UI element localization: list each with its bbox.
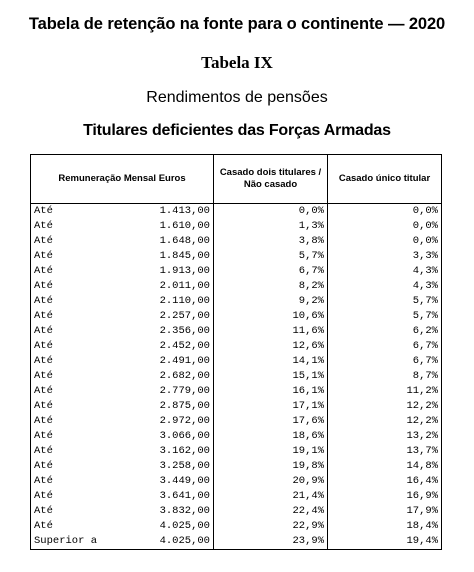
row-rate-casado-dois-cell: 8,2% xyxy=(214,279,328,294)
row-rate-casado-unico-cell: 16,9% xyxy=(328,489,442,504)
table-row xyxy=(31,339,442,354)
row-label-cell: Até xyxy=(31,519,109,534)
table-row xyxy=(31,204,442,220)
row-rate-casado-dois-cell: 10,6% xyxy=(214,309,328,324)
row-amount-cell: 2.011,00 xyxy=(109,279,214,294)
table-row xyxy=(31,534,442,550)
row-label-cell: Até xyxy=(31,309,109,324)
row-label-cell: Até xyxy=(31,489,109,504)
row-amount-cell: 2.257,00 xyxy=(109,309,214,324)
row-amount-cell: 3.449,00 xyxy=(109,474,214,489)
row-amount-cell: 1.913,00 xyxy=(109,264,214,279)
row-rate-casado-dois-cell: 3,8% xyxy=(214,234,328,249)
row-rate-casado-dois-cell: 22,9% xyxy=(214,519,328,534)
row-rate-casado-dois-cell: 22,4% xyxy=(214,504,328,519)
table-row xyxy=(31,489,442,504)
table-row xyxy=(31,519,442,534)
row-rate-casado-dois-cell: 17,1% xyxy=(214,399,328,414)
row-label-cell: Até xyxy=(31,234,109,249)
table-row xyxy=(31,264,442,279)
row-rate-casado-dois-cell: 17,6% xyxy=(214,414,328,429)
row-amount-cell: 4.025,00 xyxy=(109,534,214,550)
header-remuneracao: Remuneração Mensal Euros xyxy=(31,155,214,204)
row-rate-casado-unico-cell: 16,4% xyxy=(328,474,442,489)
row-label-cell: Até xyxy=(31,369,109,384)
row-label-cell: Até xyxy=(31,294,109,309)
table-row xyxy=(31,219,442,234)
row-label-cell: Superior a xyxy=(31,534,109,550)
header-casado-dois-titulares: Casado dois titulares / Não casado xyxy=(214,155,328,204)
row-amount-cell: 3.258,00 xyxy=(109,459,214,474)
row-rate-casado-unico-cell: 5,7% xyxy=(328,294,442,309)
row-label-cell: Até xyxy=(31,204,109,220)
row-amount-cell: 2.356,00 xyxy=(109,324,214,339)
row-rate-casado-unico-cell: 17,9% xyxy=(328,504,442,519)
table-number: Tabela IX xyxy=(201,53,273,72)
row-amount-cell: 1.648,00 xyxy=(109,234,214,249)
row-label-cell: Até xyxy=(31,429,109,444)
row-rate-casado-unico-cell: 8,7% xyxy=(328,369,442,384)
row-rate-casado-unico-cell: 12,2% xyxy=(328,414,442,429)
row-amount-cell: 2.491,00 xyxy=(109,354,214,369)
table-row xyxy=(31,444,442,459)
table-row xyxy=(31,384,442,399)
row-rate-casado-unico-cell: 0,0% xyxy=(328,219,442,234)
table-row xyxy=(31,369,442,384)
row-amount-cell: 2.110,00 xyxy=(109,294,214,309)
row-label-cell: Até xyxy=(31,459,109,474)
table-row xyxy=(31,429,442,444)
row-rate-casado-unico-cell: 4,3% xyxy=(328,279,442,294)
table-row xyxy=(31,294,442,309)
row-rate-casado-dois-cell: 23,9% xyxy=(214,534,328,550)
row-rate-casado-dois-cell: 5,7% xyxy=(214,249,328,264)
row-amount-cell: 2.972,00 xyxy=(109,414,214,429)
row-rate-casado-unico-cell: 19,4% xyxy=(328,534,442,550)
row-label-cell: Até xyxy=(31,354,109,369)
row-amount-cell: 1.845,00 xyxy=(109,249,214,264)
withholding-table xyxy=(30,154,442,550)
row-amount-cell: 3.162,00 xyxy=(109,444,214,459)
row-amount-cell: 2.452,00 xyxy=(109,339,214,354)
section-subheading: Titulares deficientes das Forças Armadas xyxy=(83,122,391,139)
row-label-cell: Até xyxy=(31,414,109,429)
row-rate-casado-unico-cell: 0,0% xyxy=(328,204,442,220)
table-row xyxy=(31,414,442,429)
table-header-row xyxy=(31,155,442,204)
row-amount-cell: 4.025,00 xyxy=(109,519,214,534)
row-label-cell: Até xyxy=(31,474,109,489)
row-rate-casado-unico-cell: 14,8% xyxy=(328,459,442,474)
row-rate-casado-unico-cell: 6,7% xyxy=(328,354,442,369)
table-row xyxy=(31,459,442,474)
header-casado-unico-titular: Casado único titular xyxy=(328,155,442,204)
row-label-cell: Até xyxy=(31,219,109,234)
row-rate-casado-dois-cell: 1,3% xyxy=(214,219,328,234)
row-rate-casado-dois-cell: 16,1% xyxy=(214,384,328,399)
row-rate-casado-dois-cell: 11,6% xyxy=(214,324,328,339)
row-label-cell: Até xyxy=(31,444,109,459)
row-label-cell: Até xyxy=(31,504,109,519)
row-rate-casado-dois-cell: 6,7% xyxy=(214,264,328,279)
row-amount-cell: 2.875,00 xyxy=(109,399,214,414)
row-rate-casado-dois-cell: 9,2% xyxy=(214,294,328,309)
table-row xyxy=(31,234,442,249)
document-title: Tabela de retenção na fonte para o continente — 2020 xyxy=(28,15,446,33)
row-rate-casado-unico-cell: 5,7% xyxy=(328,309,442,324)
row-rate-casado-unico-cell: 12,2% xyxy=(328,399,442,414)
row-rate-casado-dois-cell: 19,8% xyxy=(214,459,328,474)
row-rate-casado-dois-cell: 21,4% xyxy=(214,489,328,504)
table-row xyxy=(31,309,442,324)
table-body xyxy=(31,204,442,550)
row-rate-casado-unico-cell: 6,2% xyxy=(328,324,442,339)
row-amount-cell: 3.641,00 xyxy=(109,489,214,504)
row-rate-casado-dois-cell: 15,1% xyxy=(214,369,328,384)
row-label-cell: Até xyxy=(31,384,109,399)
row-amount-cell: 3.832,00 xyxy=(109,504,214,519)
row-rate-casado-unico-cell: 11,2% xyxy=(328,384,442,399)
row-label-cell: Até xyxy=(31,324,109,339)
row-rate-casado-dois-cell: 0,0% xyxy=(214,204,328,220)
table-row xyxy=(31,324,442,339)
row-rate-casado-dois-cell: 20,9% xyxy=(214,474,328,489)
row-amount-cell: 2.779,00 xyxy=(109,384,214,399)
row-rate-casado-unico-cell: 4,3% xyxy=(328,264,442,279)
row-label-cell: Até xyxy=(31,399,109,414)
row-rate-casado-unico-cell: 13,7% xyxy=(328,444,442,459)
table-row xyxy=(31,249,442,264)
table-row xyxy=(31,399,442,414)
row-label-cell: Até xyxy=(31,264,109,279)
row-amount-cell: 3.066,00 xyxy=(109,429,214,444)
row-label-cell: Até xyxy=(31,249,109,264)
row-rate-casado-unico-cell: 6,7% xyxy=(328,339,442,354)
table-row xyxy=(31,504,442,519)
section-heading: Rendimentos de pensões xyxy=(146,89,328,106)
row-label-cell: Até xyxy=(31,279,109,294)
row-rate-casado-dois-cell: 19,1% xyxy=(214,444,328,459)
table-row xyxy=(31,354,442,369)
row-amount-cell: 1.413,00 xyxy=(109,204,214,220)
table-row xyxy=(31,279,442,294)
row-rate-casado-dois-cell: 14,1% xyxy=(214,354,328,369)
row-rate-casado-dois-cell: 12,6% xyxy=(214,339,328,354)
row-rate-casado-dois-cell: 18,6% xyxy=(214,429,328,444)
row-rate-casado-unico-cell: 13,2% xyxy=(328,429,442,444)
row-rate-casado-unico-cell: 3,3% xyxy=(328,249,442,264)
table-row xyxy=(31,474,442,489)
row-amount-cell: 1.610,00 xyxy=(109,219,214,234)
row-label-cell: Até xyxy=(31,339,109,354)
row-rate-casado-unico-cell: 18,4% xyxy=(328,519,442,534)
row-amount-cell: 2.682,00 xyxy=(109,369,214,384)
row-rate-casado-unico-cell: 0,0% xyxy=(328,234,442,249)
